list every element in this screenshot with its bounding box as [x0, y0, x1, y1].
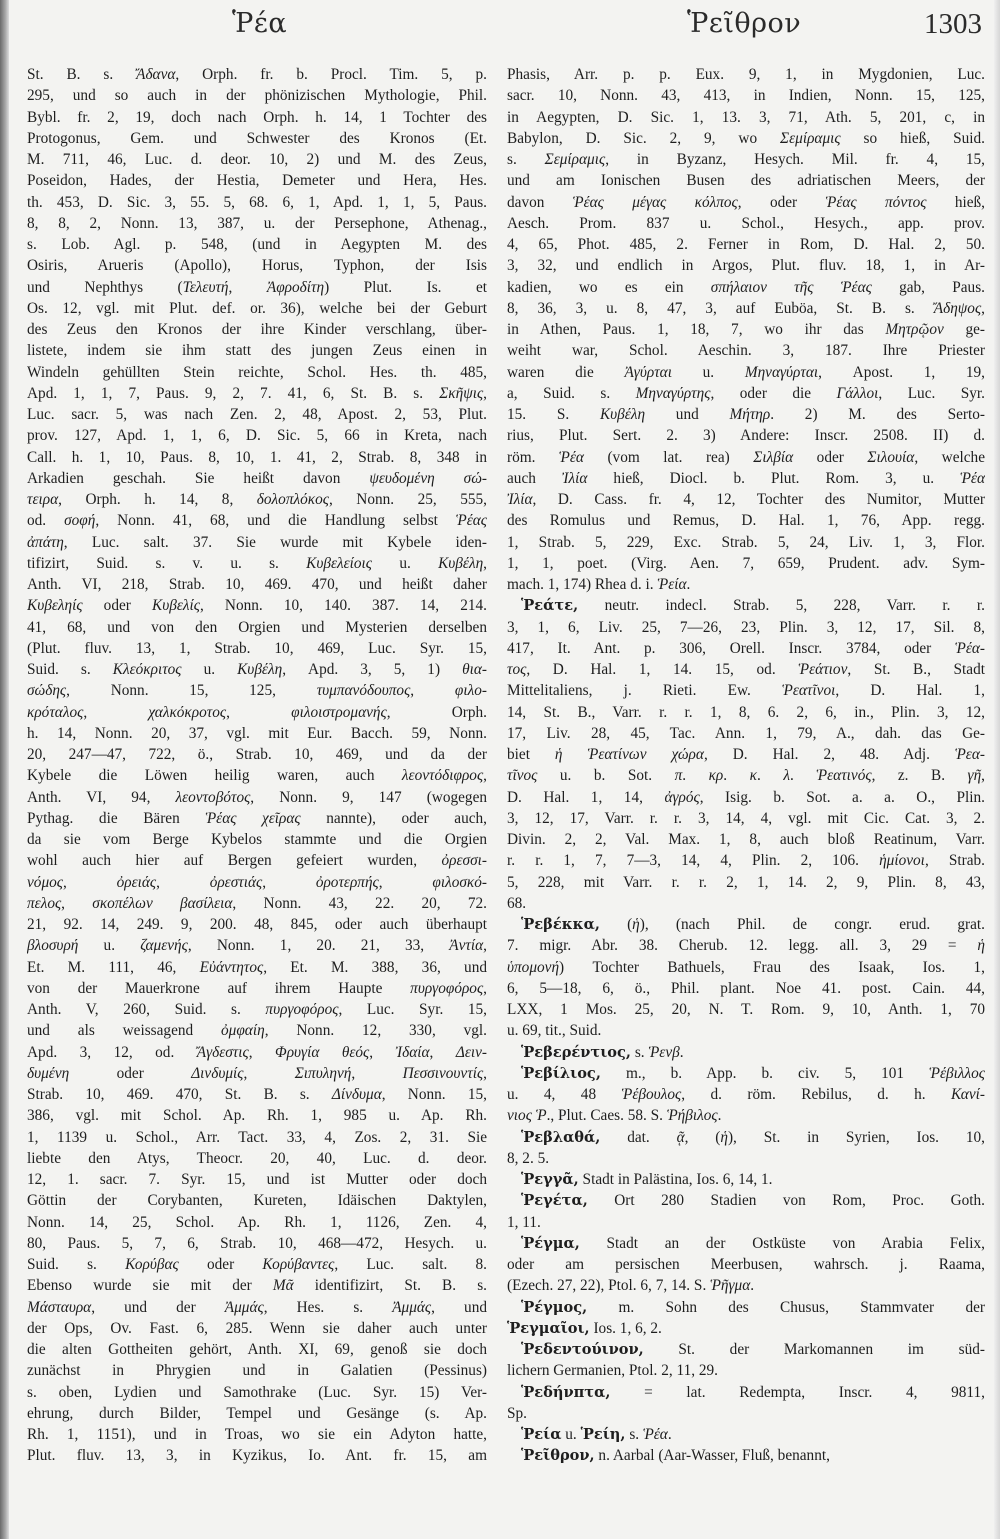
line-text: Bybl. fr. 2, 19, doch nach Orph. h. 14, 1 Tochter des — [27, 108, 487, 126]
text-line — [507, 468, 985, 489]
line-text: prov. 127, Apd. 1, 1, 6, D. Sic. 5, 66 in Kreta, nach — [27, 427, 487, 445]
entry-headword: Ῥεδήνπτα, — [521, 1383, 611, 1401]
line-text: s. Ῥέα. — [625, 1426, 672, 1443]
line-text: und am Ionischen Busen des adriatischen Meers, der — [507, 172, 985, 190]
text-line — [27, 638, 487, 659]
text-line — [507, 255, 985, 276]
line-text: = lat. Redempta, Inscr. 4, 9811, — [610, 1383, 985, 1401]
text-line — [507, 234, 985, 255]
line-text: Anth. VI, 218, Strab. 10, 469. 470, und heißt daher — [27, 576, 487, 593]
text-line — [507, 765, 985, 786]
line-text: Poseidon, Hades, der Hestia, Demeter und Hera, Hes. — [27, 172, 487, 190]
page-binding-edge — [0, 0, 9, 1539]
line-text: Apd. 1, 1, 7, Paus. 9, 2, 7. 41, 6, St. B. s. Σκῆψις, — [27, 384, 487, 402]
line-text: 14, St. B., Varr. r. r. 1, 8, 6. 2, 6, in., Plin. 3, 12, — [507, 703, 985, 721]
line-text: Suid. s. Κορύβας oder Κορύβαντες, Luc. salt. 8. — [27, 1256, 487, 1273]
line-text: n. Aarbal (Aar-Wasser, Fluß, benannt, — [594, 1447, 830, 1465]
entry-start-line — [507, 1382, 985, 1403]
text-line — [27, 255, 487, 276]
text-line — [27, 1020, 487, 1041]
entry-start-line — [507, 1233, 985, 1254]
line-text: Protogonus, Gem. und Schwester des Kronos (Et. — [27, 129, 487, 147]
text-line — [27, 872, 487, 893]
entry-headword: Ῥεία — [521, 1426, 562, 1443]
text-line — [27, 1233, 487, 1254]
line-text: kadien, wo es ein σπήλαιον τῆς Ῥέας gab, Paus. — [507, 278, 985, 296]
text-line — [27, 425, 487, 446]
line-text: m., b. App. b. civ. 5, 101 Ῥέβιλλος — [600, 1064, 985, 1082]
text-line — [27, 787, 487, 808]
text-line — [507, 723, 985, 744]
line-text: 417, It. Ant. p. 306, Orell. Inscr. 3784, oder Ῥέα- — [507, 639, 985, 657]
text-line — [27, 383, 487, 404]
line-text: davon Ῥέας μέγας κόλπος, oder Ῥέας πόντος hieß, — [507, 193, 985, 211]
text-line — [27, 468, 487, 489]
line-text: Os. 12, vgl. mit Plut. def. or. 36), welche bei der Geburt — [27, 299, 487, 317]
line-text: waren die Ἀγύρται u. Μηναγύρται, Apost. 1, 19, — [507, 363, 985, 381]
entry-start-line — [507, 1063, 985, 1084]
text-line — [27, 935, 487, 956]
line-text: lichern Germanien, Ptol. 2, 11, 29. — [507, 1362, 718, 1380]
text-line — [27, 107, 487, 128]
line-text: in Athen, Paus. 1, 18, 7, wo ihr das Μητρῷον ge- — [507, 321, 985, 338]
page-number: 1303 — [924, 8, 982, 40]
line-text: od. σοφή, Nonn. 41, 68, und die Handlung selbst Ῥέας — [27, 512, 487, 530]
text-line — [507, 532, 985, 553]
entry-headword: Ῥείη, — [580, 1426, 626, 1443]
line-text: oder am persischen Meerbusen, wahrsch. j. Raama, — [507, 1256, 985, 1273]
line-text: s. Σεμίραμις, in Byzanz, Hesych. Mil. fr. 4, 15, — [507, 151, 985, 168]
line-text: biet ἡ Ῥεατίνων χώρα, D. Hal. 2, 48. Adj. Ῥεα- — [507, 746, 985, 763]
text-line — [27, 1382, 487, 1403]
line-text: D. Hal. 1, 14, ἀγρός, Isig. b. Sot. a. a. O., Plin. — [507, 788, 985, 806]
text-line — [507, 298, 985, 319]
line-text: der Ops, Ov. Fast. 6, 285. Wenn sie daher auch unter — [27, 1319, 487, 1337]
line-text: sacr. 10, Nonn. 43, 413, in Indien, Nonn. 15, 125, — [507, 87, 985, 105]
text-line — [27, 1212, 487, 1233]
line-text: Suid. s. Κλεόκριτος u. Κυβέλη, Apd. 3, 5, 1) θια- — [27, 661, 487, 678]
text-line — [27, 170, 487, 191]
entry-headword: Ῥεβερέντιος, — [521, 1043, 632, 1061]
line-text: τειρα, Orph. h. 14, 8, δολοπλόκος, Nonn. 25, 555, — [27, 491, 487, 508]
text-line — [507, 1403, 985, 1424]
line-text: LXX, 1 Mos. 25, 20, N. T. Rom. 9, 10, Anth. 1, 70 — [507, 1001, 985, 1018]
line-text: s. Ῥενβ. — [631, 1043, 684, 1061]
line-text: 20, 247—47, 722, ö., Strab. 10, 469, und da der — [27, 746, 487, 763]
line-text: Μάσταυρα, und der Ἀμμάς, Hes. s. Ἀμμάς, und — [27, 1298, 487, 1316]
text-line — [507, 574, 985, 595]
text-line — [507, 829, 985, 850]
line-text: Pythag. die Bären Ῥέας χεῖρας nannte), oder auch, — [27, 809, 487, 827]
line-text: Aesch. Prom. 837 u. Schol., Hesych., app. prov. — [507, 214, 985, 232]
line-text: 7. migr. Abr. 38. Cherub. 12. legg. all. 3, 29 = ἡ — [507, 937, 985, 955]
text-line — [507, 1212, 985, 1233]
text-line — [507, 1254, 985, 1275]
entry-start-line — [507, 1318, 985, 1339]
line-text: Luc. sacr. 5, was nach Zen. 2, 48, Apost. 2, 53, Plut. — [27, 406, 487, 423]
line-text: a, Suid. s. Μηναγύρτης, oder die Γάλλοι, Luc. Syr. — [507, 384, 985, 402]
text-line — [507, 447, 985, 468]
text-line — [507, 149, 985, 170]
line-text: weiht war, Schol. Aeschin. 3, 187. Ihre Priester — [507, 342, 985, 360]
line-text: St. der Markomannen im süd- — [643, 1341, 985, 1358]
line-text: 80, Paus. 5, 7, 6, Strab. 10, 468—472, Hesych. u. — [27, 1234, 487, 1252]
entry-start-line — [507, 1424, 985, 1445]
text-line — [27, 1190, 487, 1211]
line-text: neutr. indecl. Strab. 5, 228, Varr. r. r. — [578, 597, 985, 615]
text-line — [27, 829, 487, 850]
line-text: Mittelitaliens, j. Rieti. Ew. Ῥεατῖνοι, D. Hal. 1, — [507, 682, 985, 700]
text-line — [507, 1084, 985, 1105]
line-text: 6, 5—18, 6, ö., Phil. plant. Noe 41. post. Cain. 44, — [507, 979, 985, 997]
text-line — [27, 744, 487, 765]
text-line — [27, 1148, 487, 1169]
line-text: u. — [561, 1426, 581, 1443]
line-text: von der Mauerkrone auf ihrem Haupte πυργοφόρος, — [27, 979, 487, 997]
line-text: 17, Liv. 28, 45, Tac. Ann. 1, 79, A., dah. das Ge- — [507, 724, 985, 742]
line-text: ehrung, durch Bilder, Tempel und Gesänge (s. Ap. — [27, 1404, 487, 1422]
text-line — [27, 1105, 487, 1126]
line-text: Windeln gehüllten Stein reichte, Schol. Hes. th. 485, — [27, 363, 487, 381]
text-line — [507, 680, 985, 701]
line-text: die alten Gottheiten gehört, Anth. XI, 69, genoß sie doch — [27, 1341, 487, 1358]
text-line — [27, 680, 487, 701]
text-line — [507, 340, 985, 361]
line-text: liebte den Atys, Theocr. 20, 40, Luc. d. deor. — [27, 1149, 487, 1167]
entry-start-line — [507, 1190, 985, 1211]
text-line — [507, 1105, 985, 1126]
text-line — [507, 702, 985, 723]
text-line — [27, 532, 487, 553]
line-text: Rh. 1, 1151), und in Troas, wo sie ein Adyton hatte, — [27, 1426, 487, 1443]
line-text: Ios. 1, 6, 2. — [589, 1319, 662, 1337]
text-line — [27, 192, 487, 213]
text-line — [507, 978, 985, 999]
text-line — [507, 850, 985, 871]
text-line — [27, 1339, 487, 1360]
text-line — [27, 213, 487, 234]
entry-headword: Ῥεγέτα, — [521, 1192, 588, 1210]
right-column — [507, 64, 985, 1467]
entry-start-line — [507, 1339, 985, 1360]
line-text: Plut. fluv. 13, 3, in Kyzikus, Io. Ant. fr. 15, am — [27, 1447, 487, 1465]
line-text: τῖνος u. b. Sot. π. κρ. κ. λ. Ῥεατινός, z. B. γῆ, — [507, 767, 985, 785]
text-line — [507, 744, 985, 765]
line-text: δυμένη oder Δινδυμίς, Σιπυληνή, Πεσσινουντίς, — [27, 1064, 487, 1082]
text-line — [507, 489, 985, 510]
text-line — [27, 1275, 487, 1296]
text-line — [507, 999, 985, 1020]
line-text: (Ezech. 27, 22), Ptol. 6, 7, 14. S. Ῥῆγμα. — [507, 1277, 755, 1295]
text-line — [507, 85, 985, 106]
text-line — [27, 1297, 487, 1318]
text-line — [507, 383, 985, 404]
line-text: Κυβεληίς oder Κυβελίς, Nonn. 10, 140. 387. 14, 214. — [27, 597, 487, 615]
line-text: Anth. V, 260, Suid. s. πυργοφόρος, Luc. Syr. 15, — [27, 1001, 487, 1018]
line-text: in Aegypten, D. Sic. 1, 13. 3, 71, Ath. 5, 201, c, in — [507, 108, 985, 126]
line-text: 386, vgl. mit Schol. Ap. Rh. 1, 985 u. Ap. Rh. — [27, 1107, 487, 1125]
line-text: 3, 32, und endlich in Argos, Plut. fluv. 18, 1, in Ar- — [507, 257, 985, 275]
text-line — [27, 340, 487, 361]
text-line — [27, 617, 487, 638]
line-text: listete, indem sie ihm statt des jungen Zeus einen in — [27, 342, 487, 360]
text-line — [507, 1148, 985, 1169]
line-text: Nonn. 14, 25, Schol. Ap. Rh. 1, 1126, Zen. 4, — [27, 1213, 487, 1231]
text-line — [507, 128, 985, 149]
line-text: s. oben, Lydien und Samothrake (Luc. Syr. 15) Ver- — [27, 1383, 487, 1401]
text-line — [27, 702, 487, 723]
line-text: 41, 68, und von den Orgien und Mysterien derselben — [27, 618, 487, 636]
line-text: rius, Plut. Sert. 2. 3) Andere: Inscr. 2508. II) d. — [507, 427, 985, 445]
text-line — [27, 1403, 487, 1424]
text-line — [27, 999, 487, 1020]
text-line — [27, 1042, 487, 1063]
text-line — [507, 957, 985, 978]
text-line — [27, 1063, 487, 1084]
text-line — [27, 850, 487, 871]
line-text: da sie vom Berge Kybelos stammte und die Orgien — [27, 831, 487, 848]
text-line — [27, 595, 487, 616]
text-line — [507, 1020, 985, 1041]
text-line — [27, 1424, 487, 1445]
line-text: 4, 65, Phot. 485, 2. Ferner in Rom, D. Hal. 2, 50. — [507, 236, 985, 253]
entry-headword: Ῥεγμαῖοι, — [507, 1319, 590, 1337]
running-head-left: Ῥέα — [232, 8, 288, 39]
line-text: 8, 36, 3, u. 8, 47, 3, auf Euböa, St. B. s. Ἄδηψος, — [507, 299, 985, 317]
line-text: Osiris, Arueris (Apollo), Horus, Typhon, der Isis — [27, 257, 487, 275]
text-line — [27, 1445, 487, 1466]
text-line — [507, 638, 985, 659]
line-text: τος, D. Hal. 1, 14. 15, od. Ῥεάτιον, St. B., Stadt — [507, 661, 985, 678]
text-line — [27, 723, 487, 744]
line-text: (ἡ), (nach Phil. de congr. erud. grat. — [599, 916, 985, 933]
line-text: M. 711, 46, Luc. d. deor. 10, 2) und M. des Zeus, — [27, 151, 487, 168]
entry-start-line — [507, 1297, 985, 1318]
text-line — [507, 872, 985, 893]
line-text: r. r. 1, 7, 7—3, 14, 4, Plin. 2, 106. ἡμίονοι, Strab. — [507, 852, 985, 870]
line-text: 295, und so auch in der phönizischen Mythologie, Phil. — [27, 87, 487, 105]
text-line — [507, 510, 985, 531]
line-text: Apd. 3, 12, od. Ἄγδεστις, Φρυγία θεός, Ἰδαία, Δειν- — [27, 1043, 487, 1061]
line-text: Stadt an der Ostküste von Arabia Felix, — [579, 1234, 985, 1252]
line-text: röm. Ῥέα (vom lat. rea) Σιλβία oder Σιλουία, welche — [507, 448, 985, 466]
entry-headword: Ῥεάτε, — [521, 597, 579, 615]
text-line — [507, 107, 985, 128]
text-line — [27, 1169, 487, 1190]
entry-headword: Ῥεβίλιος, — [521, 1064, 601, 1082]
text-line — [27, 277, 487, 298]
line-text: u. 4, 48 Ῥέβουλος, d. röm. Rebilus, d. h. Κανί- — [507, 1086, 985, 1103]
text-line — [27, 489, 487, 510]
text-line — [507, 213, 985, 234]
text-line — [27, 1254, 487, 1275]
line-text: 12, 1. sacr. 7. Syr. 15, und ist Mutter oder doch — [27, 1171, 487, 1188]
text-line — [27, 128, 487, 149]
line-text: Arkadien geschah. Sie heißt davon ψευδομένη σώ- — [27, 469, 487, 487]
text-line — [507, 170, 985, 191]
entry-headword: Ῥεβέκκα, — [521, 916, 600, 933]
line-text: 1, 11. — [507, 1213, 541, 1231]
line-text: des Romulus und Remus, D. Hal. 1, 76, App. regg. — [507, 512, 985, 530]
text-line — [507, 192, 985, 213]
entry-start-line — [507, 914, 985, 935]
text-line — [507, 787, 985, 808]
text-line — [27, 978, 487, 999]
entry-headword: Ῥέγμος, — [521, 1298, 588, 1316]
line-text: wohl auch hier auf Bergen gefeiert wurden, ὀρεσσι- — [27, 852, 487, 870]
line-text: 68. — [507, 894, 527, 912]
line-text: 8, 8, 2, Nonn. 13, 387, u. der Persephone, Athenag., — [27, 214, 487, 232]
text-line — [507, 362, 985, 383]
line-text: auch Ἰλία hieß, Diocl. b. Plut. Rom. 3, u. Ῥέα — [507, 469, 985, 487]
text-line — [27, 808, 487, 829]
line-text: 3, 1, 6, Liv. 25, 7—26, 23, Plin. 3, 12, 17, Sil. 8, — [507, 618, 985, 636]
entry-headword: Ῥέγμα, — [521, 1234, 580, 1252]
text-line — [27, 362, 487, 383]
line-text: νόμος, ὀρειάς, ὀρεστιάς, ὀροτερπής, φιλοσκό- — [27, 873, 487, 891]
line-text: ὑπομονή) Tochter Bathuels, Frau des Isaak, Ios. 1, — [507, 958, 985, 976]
entry-headword: Ῥεγγᾶ, — [521, 1171, 579, 1188]
entry-headword: Ῥεῖθρον, — [521, 1447, 595, 1465]
line-text: 8, 2. 5. — [507, 1149, 550, 1167]
line-text: 5, 228, mit Varr. r. r. 2, 1, 14. 2, 9, Plin. 8, 43, — [507, 873, 985, 891]
line-text: Divin. 2, 2, Val. Max. 1, 8, auch bloß Reatinum, Varr. — [507, 831, 985, 848]
text-line — [507, 277, 985, 298]
line-text: Ebenso wurde sie mit der Μᾶ identifizirt, St. B. s. — [27, 1277, 487, 1295]
line-text: σώδης, Nonn. 15, 125, τυμπανόδουπος, φιλο- — [27, 682, 487, 700]
text-line — [507, 659, 985, 680]
line-text: Kybele die Löwen heilig waren, auch λεοντόδιφρος, — [27, 767, 487, 785]
line-text: 3, 12, 17, Varr. r. r. 3, 14, 4, vgl. mit Cic. Cat. 3, 2. — [507, 809, 985, 827]
text-line — [27, 574, 487, 595]
text-line — [507, 553, 985, 574]
line-text: 1, 1, poet. (Virg. Aen. 7, 659, Prudent. adv. Sym- — [507, 554, 985, 572]
entry-start-line — [507, 1042, 985, 1063]
text-line — [507, 404, 985, 425]
line-text: Anth. VI, 94, λεοντοβότος, Nonn. 9, 147 (wogegen — [27, 788, 487, 806]
line-text: ἀπάτη, Luc. salt. 37. Sie wurde mit Kybele iden- — [27, 533, 487, 551]
text-line — [27, 957, 487, 978]
left-column — [27, 64, 487, 1467]
text-line — [507, 1360, 985, 1381]
text-line — [507, 808, 985, 829]
text-line — [27, 1084, 487, 1105]
text-line — [27, 234, 487, 255]
text-line — [27, 553, 487, 574]
entry-headword: Ῥεβλαθά, — [521, 1128, 601, 1146]
line-text: Call. h. 1, 10, Paus. 8, 10, 1. 41, 2, Strab. 8, 348 in — [27, 448, 487, 466]
line-text: 21, 92. 14, 249. 9, 200. 48, 845, oder auch überhaupt — [27, 916, 487, 933]
text-line — [27, 64, 487, 85]
line-text: κρόταλος, χαλκόκροτος, φιλοιστρομανής, Orph. — [27, 703, 487, 721]
line-text: mach. 1, 174) Rhea d. i. Ῥεία. — [507, 576, 691, 593]
line-text: Et. M. 111, 46, Εὐάντητος, Et. M. 388, 36, und — [27, 958, 487, 976]
line-text: und Nephthys (Τελευτή, Ἀφροδίτη) Plut. Is. et — [27, 278, 487, 296]
line-text: Sp. — [507, 1404, 527, 1422]
line-text: und als weissagend ὀμφαίη, Nonn. 12, 330, vgl. — [27, 1022, 487, 1040]
line-text: Babylon, D. Sic. 2, 9, wo Σεμίραμις so hieß, Suid. — [507, 129, 985, 147]
text-line — [27, 149, 487, 170]
line-text: νιος Ῥ., Plut. Caes. 58. S. Ῥήβιλος. — [507, 1107, 722, 1125]
line-text: h. 14, Nonn. 20, 37, vgl. mit Eur. Bacch. 59, Nonn. — [27, 724, 487, 742]
line-text: s. Lob. Agl. p. 548, (und in Aegypten M. des — [27, 236, 487, 253]
line-text: πελος, σκοπέλων βασίλεια, Nonn. 43, 22. 20, 72. — [27, 894, 487, 912]
line-text: m. Sohn des Chusus, Stammvater der — [587, 1298, 985, 1316]
text-line — [507, 1275, 985, 1296]
line-text: Stadt in Palästina, Ios. 6, 14, 1. — [578, 1171, 773, 1188]
text-line — [507, 425, 985, 446]
text-line — [507, 893, 985, 914]
text-line — [27, 1318, 487, 1339]
line-text: des Zeus den Kronos der ihre Kinder verschlang, über- — [27, 321, 487, 338]
line-text: Ort 280 Stadien von Rom, Proc. Goth. — [587, 1192, 985, 1210]
text-line — [27, 893, 487, 914]
line-text: Ἰλία, D. Cass. fr. 4, 12, Tochter des Numitor, Mutter — [507, 491, 985, 508]
line-text: βλοσυρή u. ζαμενής, Nonn. 1, 20. 21, 33, Ἀντία, — [27, 937, 487, 955]
text-line — [27, 85, 487, 106]
text-line — [27, 659, 487, 680]
text-line — [27, 1360, 487, 1381]
line-text: zunächst in Phrygien und in Galatien (Pessinus) — [27, 1362, 487, 1380]
line-text: 15. S. Κυβέλη und Μήτηρ. 2) M. des Serto- — [507, 406, 985, 423]
page-right-edge — [994, 0, 1000, 1539]
entry-start-line — [507, 1127, 985, 1148]
text-line — [27, 510, 487, 531]
line-text: 1, 1139 u. Schol., Arr. Tact. 33, 4, Zos. 2, 31. Sie — [27, 1128, 487, 1146]
text-line — [507, 319, 985, 340]
entry-start-line — [507, 595, 985, 616]
line-text: 1, Strab. 5, 229, Exc. Strab. 5, 24, Liv. 1, 3, Flor. — [507, 533, 985, 551]
text-line — [27, 447, 487, 468]
line-text: (Plut. fluv. 13, 1, Strab. 10, 469, Luc. Syr. 15, — [27, 639, 487, 657]
text-line — [27, 298, 487, 319]
entry-start-line — [507, 1445, 985, 1466]
text-line — [27, 765, 487, 786]
text-line — [507, 617, 985, 638]
entry-headword: Ῥεδεντούινον, — [521, 1341, 644, 1358]
line-text: tifizirt, Suid. s. v. u. s. Κυβελείοις u. Κυβέλη, — [27, 554, 487, 572]
text-line — [27, 404, 487, 425]
text-line — [507, 64, 985, 85]
text-line — [27, 1127, 487, 1148]
text-line — [27, 319, 487, 340]
line-text: Phasis, Arr. p. p. Eux. 9, 1, in Mygdonien, Luc. — [507, 66, 985, 83]
line-text: Göttin der Corybanten, Kureten, Idäischen Daktylen, — [27, 1192, 487, 1210]
text-line — [507, 935, 985, 956]
text-line — [27, 914, 487, 935]
line-text: Strab. 10, 469. 470, St. B. s. Δίνδυμα, Nonn. 15, — [27, 1086, 487, 1103]
line-text: dat. ᾷ, (ἡ), St. in Syrien, Ios. 10, — [600, 1128, 985, 1146]
entry-start-line — [507, 1169, 985, 1190]
line-text: St. B. s. Ἄδανα, Orph. fr. b. Procl. Tim. 5, p. — [27, 66, 487, 83]
line-text: th. 453, D. Sic. 3, 55. 5, 68. 6, 1, Apd. 1, 1, 5, Paus. — [27, 193, 487, 211]
running-head-right: Ῥεῖθρον — [687, 8, 802, 39]
line-text: u. 69, tit., Suid. — [507, 1022, 602, 1040]
